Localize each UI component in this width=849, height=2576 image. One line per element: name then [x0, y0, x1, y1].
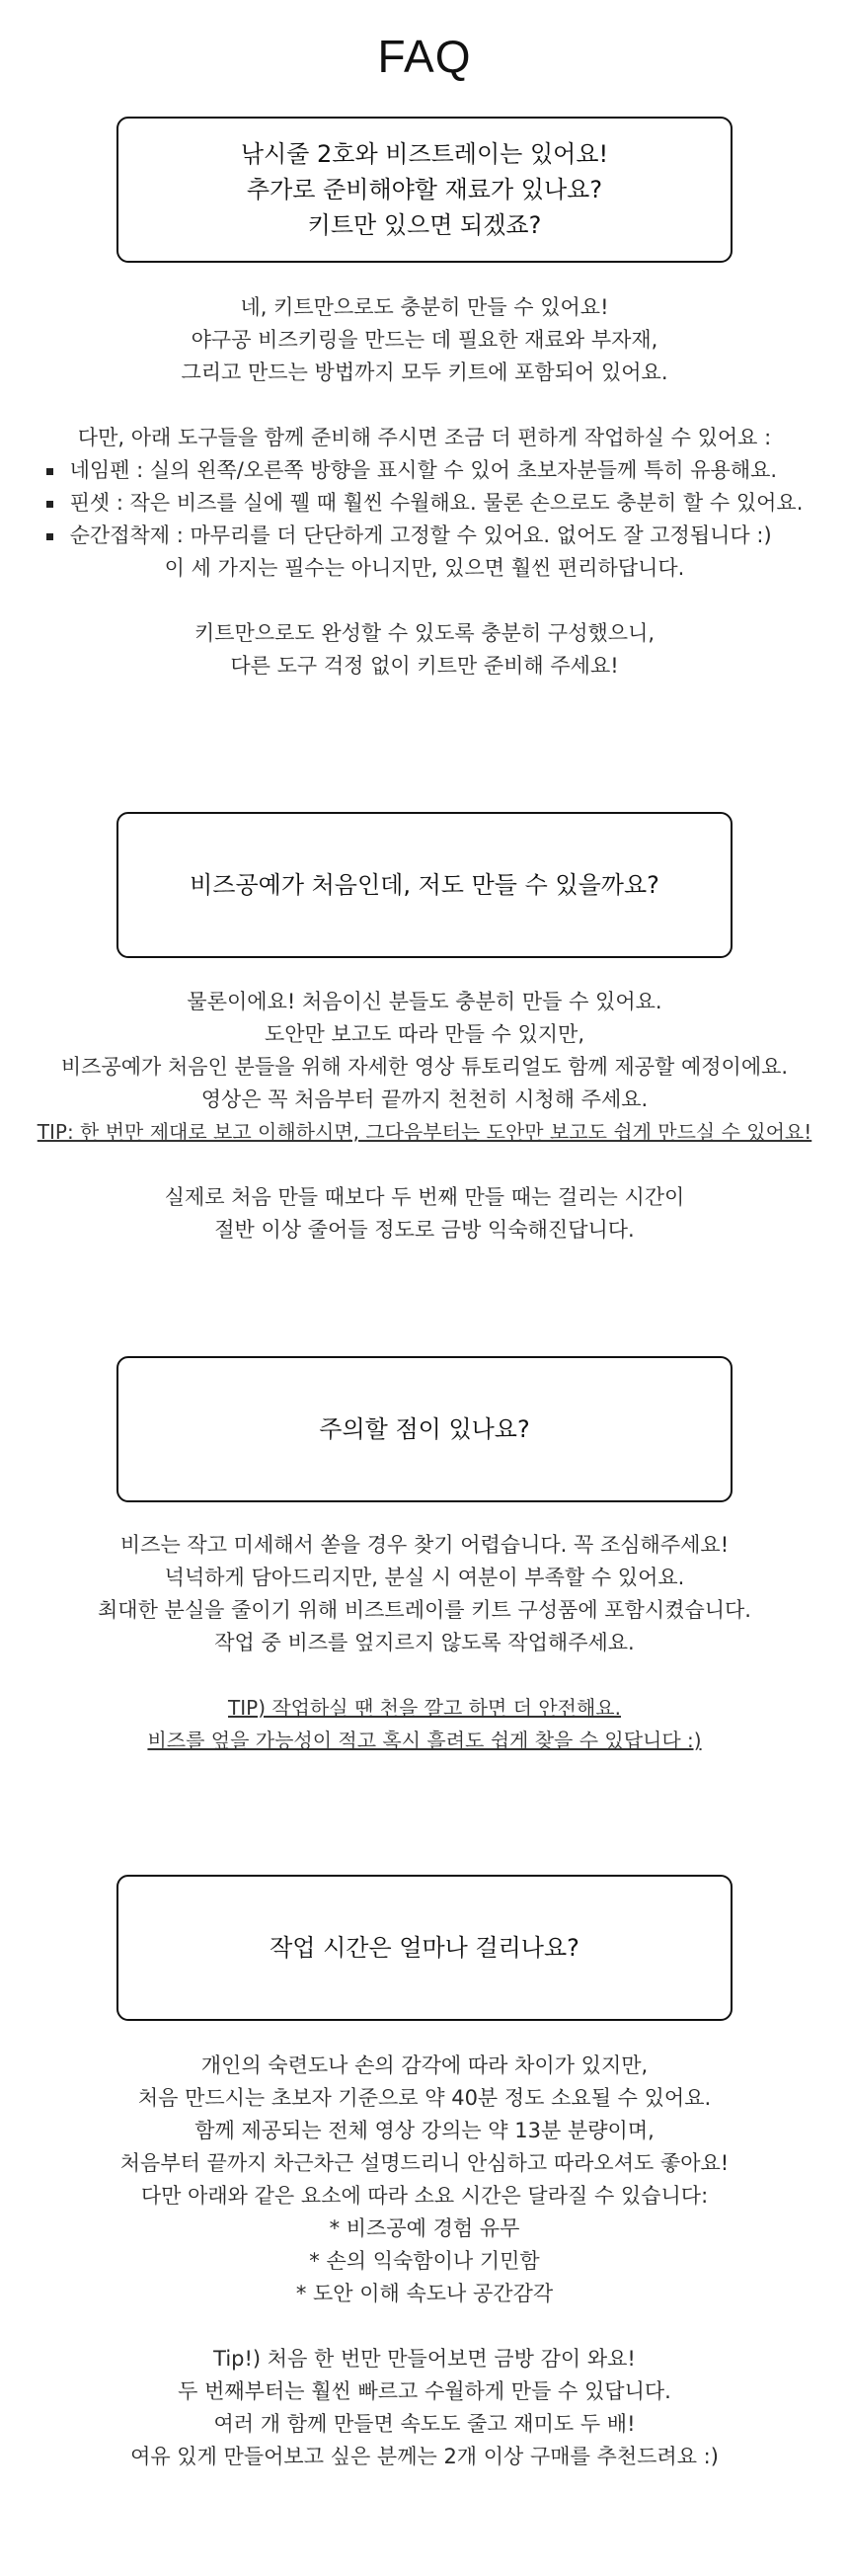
answer-line: Tip!) 처음 한 번만 만들어보면 금방 감이 와요! [213, 2347, 636, 2371]
faq-question-box-2 [116, 812, 733, 958]
faq-question-box-1 [116, 117, 733, 263]
answer-line: 함께 제공되는 전체 영상 강의는 약 13분 분량이며, [194, 2119, 655, 2142]
answer-line: * 비즈공예 경험 유무 [329, 2216, 520, 2240]
tip-line: 비즈를 엎을 가능성이 적고 혹시 흘려도 쉽게 찾을 수 있답니다 :) [147, 1729, 702, 1752]
tool-list-text: 네임펜 : 실의 왼쪽/오른쪽 방향을 표시할 수 있어 초보자분들께 특히 유용해요. [69, 458, 778, 482]
tool-list-item [46, 487, 804, 520]
answer-line: 실제로 처음 만들 때보다 두 번째 만들 때는 걸리는 시간이 [164, 1185, 685, 1209]
answer-line: 넉넉하게 담아드리지만, 분실 시 여분이 부족할 수 있어요. [164, 1566, 685, 1589]
faq-question-box-3 [116, 1356, 733, 1502]
bullet-icon [46, 533, 53, 540]
faq-question-box-4 [116, 1875, 733, 2021]
tip-line: TIP: 한 번만 제대로 보고 이해하시면, 그다음부터는 도안만 보고도 쉽게 만드실 수 있어요! [37, 1120, 812, 1144]
answer-line: 이 세 가지는 필수는 아니지만, 있으면 훨씬 편리하답니다. [164, 556, 685, 580]
faq-answer-4 [20, 2050, 829, 2473]
answer-line: 처음 만드시는 초보자 기준으로 약 40분 정도 소요될 수 있어요. [137, 2086, 712, 2110]
answer-line: * 도안 이해 속도나 공간감각 [295, 2282, 554, 2305]
tool-list-item [46, 454, 804, 487]
answer-line: 야구공 비즈키링을 만드는 데 필요한 재료와 부자재, [191, 328, 658, 352]
faq-question-line: 작업 시간은 얼마나 걸리나요? [270, 1934, 579, 1962]
tip-line: TIP) 작업하실 땐 천을 깔고 하면 더 안전해요. [228, 1696, 621, 1720]
answer-line: 다만, 아래 도구들을 함께 준비해 주시면 조금 더 편하게 작업하실 수 있어요 : [77, 426, 772, 449]
answer-line: 여러 개 함께 만들면 속도도 줄고 재미도 두 배! [213, 2412, 636, 2436]
bullet-icon [46, 468, 53, 475]
faq-question-line: 주의할 점이 있나요? [319, 1415, 530, 1443]
answer-line: 비즈는 작고 미세해서 쏟을 경우 찾기 어렵습니다. 꼭 조심해주세요! [119, 1533, 730, 1557]
answer-line: 다른 도구 걱정 없이 키트만 준비해 주세요! [230, 654, 619, 678]
answer-line: 여유 있게 만들어보고 싶은 분께는 2개 이상 구매를 추천드려요 :) [130, 2445, 719, 2468]
answer-line: 최대한 분실을 줄이기 위해 비즈트레이를 키트 구성품에 포함시켰습니다. [98, 1598, 751, 1622]
answer-line: 작업 중 비즈를 엎지르지 않도록 작업해주세요. [214, 1631, 635, 1654]
answer-line: 개인의 숙련도나 손의 감각에 따라 차이가 있지만, [200, 2053, 649, 2077]
answer-line: 비즈공예가 처음인 분들을 위해 자세한 영상 튜토리얼도 함께 제공할 예정이에요. [60, 1055, 789, 1079]
faq-answer-2 [20, 986, 829, 1247]
answer-line: 그리고 만드는 방법까지 모두 키트에 포함되어 있어요. [181, 361, 668, 384]
tool-list-text: 순간접착제 : 마무리를 더 단단하게 고정할 수 있어요. 없어도 잘 고정됩니다 :) [69, 523, 772, 547]
bullet-icon [46, 501, 53, 508]
answer-line: * 손의 익숙함이나 기민함 [309, 2249, 540, 2273]
faq-question-line: 추가로 준비해야할 재료가 있나요? [246, 176, 603, 203]
answer-line: 다만 아래와 같은 요소에 따라 소요 시간은 달라질 수 있습니다: [140, 2184, 709, 2208]
tool-list-text: 핀셋 : 작은 비즈를 실에 꿸 때 훨씬 수월해요. 물론 손으로도 충분히 할 수 있어요. [69, 491, 804, 515]
tool-list-item [46, 520, 804, 552]
faq-answer-1 [20, 291, 829, 683]
faq-question-line: 키트만 있으면 되겠죠? [307, 211, 542, 239]
tool-list [46, 454, 804, 552]
answer-line: 물론이에요! 처음이신 분들도 충분히 만들 수 있어요. [187, 990, 662, 1013]
answer-line: 키트만으로도 완성할 수 있도록 충분히 구성했으니, [193, 621, 656, 645]
answer-line: 두 번째부터는 훨씬 빠르고 수월하게 만들 수 있답니다. [178, 2379, 671, 2403]
answer-line: 처음부터 끝까지 차근차근 설명드리니 안심하고 따라오셔도 좋아요! [119, 2151, 730, 2175]
faq-question-line: 비즈공예가 처음인데, 저도 만들 수 있을까요? [190, 871, 659, 899]
page-title: FAQ [377, 31, 472, 82]
faq-question-line: 낚시줄 2호와 비즈트레이는 있어요! [240, 140, 609, 168]
answer-line: 절반 이상 줄어들 정도로 금방 익숙해진답니다. [214, 1218, 635, 1242]
answer-line: 영상은 꼭 처음부터 끝까지 천천히 시청해 주세요. [200, 1087, 649, 1111]
answer-line: 네, 키트만으로도 충분히 만들 수 있어요! [240, 295, 609, 319]
answer-line: 도안만 보고도 따라 만들 수 있지만, [264, 1022, 585, 1046]
faq-answer-3 [20, 1529, 829, 1757]
